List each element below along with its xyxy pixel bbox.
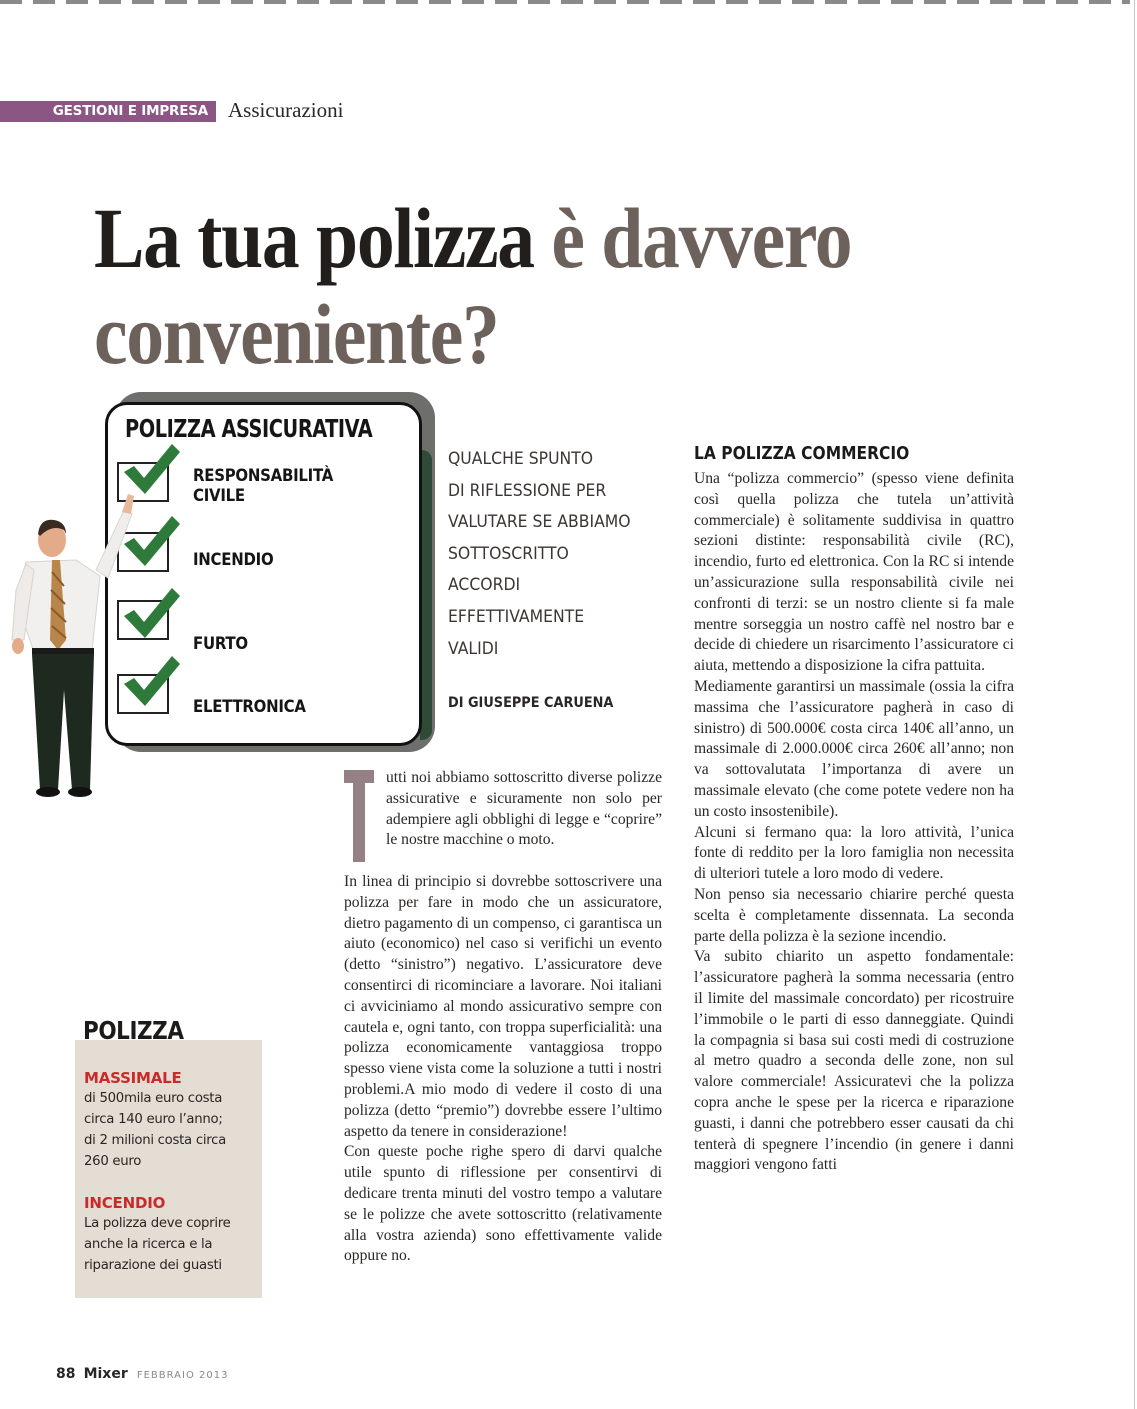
category-label: Assicurazioni: [228, 98, 344, 122]
checklist-item-responsabilita: [193, 466, 333, 506]
dropcap: [344, 770, 374, 862]
sidebar-box: [75, 1040, 262, 1298]
article-subtitle: [448, 444, 660, 665]
page-number: 88: [56, 1366, 76, 1382]
article-paragraph-text: utti noi abbiamo sottoscritto diverse polizze assicurative e sicuramente non solo per adempiere agli obblighi di legge e “coprire” le nostre macchine o moto.: [386, 769, 662, 849]
article-title: [94, 190, 886, 382]
sidebar-line: di 500mila euro costa: [84, 1091, 223, 1106]
article-paragraph: Con queste poche righe spero di darvi qualche utile spunto di riflessione per consentirvi di dedicare trenta minuti del vostro tempo a valutare se le polizze che avete sottoscritto (relativamente alla vostra azienda) sono effettivamente valide oppure no.: [344, 1143, 662, 1265]
issue-date: FEBBRAIO 2013: [136, 1370, 229, 1381]
article-paragraph: Mediamente garantirsi un massimale (ossia la cifra massima che l’assicuratore pagherà in caso di sinistro) di 500.000€ costa circa 140€ all’anno, un massimale di 2.000.000€ circa 260€ all’anno; non va sottovalutata l’importanza di avere un massimale elevato (che come potete vedere non ha un costo insostenibile).: [694, 677, 1014, 820]
article-column-middle: [344, 768, 662, 1267]
article-paragraph: Alcuni si fermano qua: la loro attività, l’unica fonte di reddito per la loro famiglia non necessita di ulteriori tutele a loro modo di vedere.: [694, 823, 1014, 883]
subtitle-line: ACCORDI: [448, 575, 521, 596]
page-footer: [56, 1363, 228, 1382]
subtitle-line: DI RIFLESSIONE PER: [448, 480, 607, 501]
article-paragraph: Una “polizza commercio” (spesso viene definita così quella polizza che tutela un’attività commerciale) è solitamente suddivisa in quattro sezioni distinte: responsabilità civile (RC), incendio, furto ed elettronica. Con la RC si intende un’assicurazione sulla responsabilità civile nei confronti di terzi: se un nostro cliente si fa male mentre sorseggia un nostro caffè nel nostro bar e decide di chiedere un risarcimento l’assicuratore ci aiuta, mettendo a disposizione la cifra pattuita.: [694, 470, 1014, 675]
title-part-1: La tua polizza: [94, 190, 534, 286]
sidebar-title: POLIZZA: [83, 1016, 184, 1045]
sidebar-line: La polizza deve coprire: [84, 1216, 231, 1231]
sidebar-heading-incendio: INCENDIO: [84, 1194, 166, 1212]
checklist-item-furto: FURTO: [193, 634, 248, 654]
subtitle-line: VALUTARE SE ABBIAMO: [448, 512, 631, 533]
section-label: GESTIONI E IMPRESA: [0, 101, 216, 122]
dropcap-bar-vertical: [353, 770, 365, 862]
author-byline: DI GIUSEPPE CARUENA: [448, 695, 614, 711]
subtitle-line: SOTTOSCRITTO: [448, 543, 569, 564]
subtitle-line: VALIDI: [448, 638, 499, 659]
page-edge: [1134, 0, 1135, 1409]
checklist-item-line: CIVILE: [193, 486, 245, 506]
article-paragraph: Va subito chiarito un aspetto fondamentale: l’assicuratore pagherà la somma necessaria (entro il limite del massimale concordato) per ricostruire l’immobile o le parti di esso danneggiate. Quindi la compagnia si basa sui costi medi di costruzione al metro quadro a seconda delle zone, non sul valore commerciale! Assicuratevi che la polizza copra anche le spese per la ricerca e riparazione guasti, i danni che potrebbero esser causati da chi tenterà di spegnere l’incendio (in genere i danni maggiori vengono fatti: [694, 948, 1014, 1174]
section-subheading: LA POLIZZA COMMERCIO: [694, 443, 910, 464]
checklist-item-line: RESPONSABILITÀ: [193, 466, 334, 486]
businessman-illustration: [4, 490, 139, 800]
sidebar-line: circa 140 euro l’anno;: [84, 1112, 223, 1127]
title-part-2: è davvero conveniente?: [94, 190, 852, 382]
article-paragraph: In linea di principio si dovrebbe sottoscrivere una polizza per fare in modo che un assicuratore, dietro pagamento di un compenso, ci garantisca un aiuto (economico) nel caso si verifichi un evento (detto “sinistro”) negativo. L’assicuratore deve consentirci di ricominciare a lavorare. Noi italiani ci avviciniamo al mondo assicurativo sempre con cautela e, ogni tanto, con troppa superficialità: una polizza economicamente vantaggiosa troppo spesso viene vista come la soluzione a tutti i nostri problemi.A mio modo di vedere il costo di una polizza (detto “premio”) dovrebbe essere l’ultimo aspetto da tenere in considerazione!: [344, 873, 662, 1140]
sidebar-spacer: [84, 1172, 252, 1193]
magazine-name: Mixer: [83, 1366, 128, 1382]
sidebar-line: 260 euro: [84, 1154, 142, 1169]
article-paragraph: [344, 768, 662, 872]
subtitle-line: QUALCHE SPUNTO: [448, 449, 594, 469]
checklist-title: POLIZZA ASSICURATIVA: [125, 414, 373, 443]
checklist-item-elettronica: ELETTRONICA: [193, 697, 306, 717]
sidebar-heading-massimale: MASSIMALE: [84, 1069, 182, 1087]
sidebar-line: riparazione dei guasti: [84, 1258, 222, 1273]
sidebar-line: di 2 milioni costa circa: [84, 1133, 226, 1148]
article-paragraph: Non penso sia necessario chiarire perché questa scelta è completamente dissennata. La seconda parte della polizza è la sezione incendio.: [694, 885, 1014, 945]
article-column-right: [694, 469, 1014, 1176]
checklist-item-incendio: INCENDIO: [193, 550, 274, 570]
subtitle-line: EFFETTIVAMENTE: [448, 606, 585, 627]
sidebar-line: anche la ricerca e la: [84, 1237, 213, 1252]
page-trim-dashes: [0, 0, 1130, 4]
